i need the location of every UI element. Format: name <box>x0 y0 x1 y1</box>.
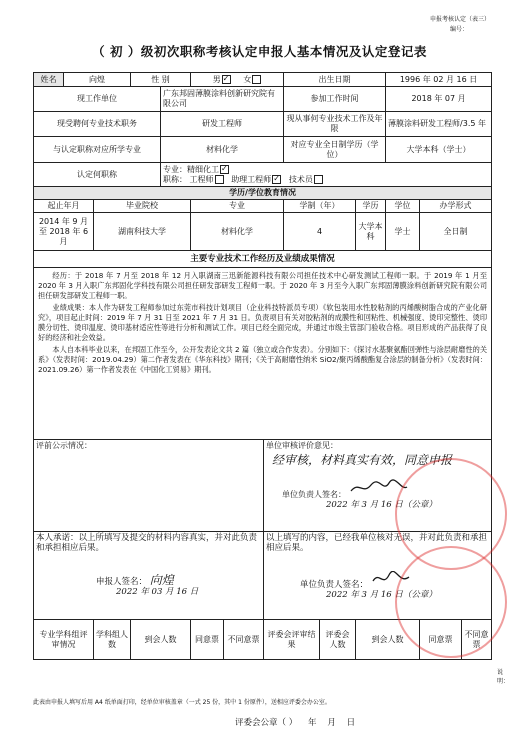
certify-label: 认定何职称 <box>34 163 161 187</box>
applicant-signature: 向煌 <box>149 573 174 587</box>
committee-cell: 不同意票 <box>224 620 264 660</box>
work-time-label: 参加工作时间 <box>284 87 386 112</box>
form-tag: 申报考核认定（表三） <box>430 16 491 23</box>
unit-opinion-handwriting: 经审核，材料真实有效，同意申报 <box>272 453 453 467</box>
unit-value: 广东邦固薄膜涂料创新研究院有限公司 <box>161 87 284 112</box>
current-major-label: 现从事何专业技术工作及年限 <box>284 112 386 137</box>
edu-header: 毕业院校 <box>94 200 191 213</box>
edu-label: 对应专业全日制学历（学位） <box>284 137 386 163</box>
applicant-commit-cell <box>34 532 264 620</box>
technician-label: 技术员 <box>288 174 313 184</box>
unit-commit-date: 2022 年 3 月 16 日（公章） <box>326 590 437 600</box>
unit-opinion-date: 2022 年 3 月 16 日（公章） <box>326 500 437 510</box>
unit-opinion-label: 单位审核评价意见： <box>266 441 339 450</box>
committee-cell: 专业学科组评审情况 <box>34 620 94 660</box>
edu-header: 专业 <box>191 200 284 213</box>
edu-cell: 4 <box>284 213 356 251</box>
edu-value: 大学本科（学士） <box>386 137 492 163</box>
committee-cell: 到会人数 <box>356 620 420 660</box>
engineer-checkbox[interactable] <box>215 175 224 184</box>
female-label: 女 <box>243 74 252 84</box>
gender-label: 性 别 <box>131 73 191 87</box>
birth-label: 出生日期 <box>284 73 386 87</box>
unit-sign-label: 单位负责人签名： <box>300 580 369 590</box>
edu-cell: 学士 <box>386 213 420 251</box>
committee-cell: 评委会评审结果 <box>264 620 320 660</box>
papers-paragraph: 本人自本科毕业以来，在邦固工作至今，公开发表论文共 2 篇（独立或合作发表）。分别如下：《探讨水基聚氨酯回弹性与涂层耐磨性的关系》（发表时间：2019.04.29）第二作者发表在《华东科技》期刊；《关于高耐磨性纳米 SiO2/聚丙烯酸酯复合涂层的制备分析》（发表时间：2021.09.26）第一作者发表在《中国化工贸易》期刊。 <box>38 345 488 374</box>
edu-header: 学制（年） <box>284 200 356 213</box>
committee-cell: 同意票 <box>420 620 462 660</box>
public-notice-cell <box>34 440 264 532</box>
education-section-title: 学历/学位教育情况 <box>34 187 492 200</box>
committee-seal-line: 评委会公章（ ） 年 月 日 <box>235 718 356 728</box>
matching-major-label: 与认定职称对应所学专业 <box>34 137 161 163</box>
page-title: （ 初 ）级初次职称考核认定申报人基本情况及认定登记表 <box>92 44 427 59</box>
education-header-row <box>34 200 492 213</box>
male-label: 男 <box>212 74 221 84</box>
engineer-label: 工程师 <box>189 174 214 184</box>
unit-head-sign-label: 单位负责人签名： <box>282 490 347 499</box>
unit-seal-2 <box>395 546 507 658</box>
serial-label: 编号： <box>450 26 469 33</box>
major-line: 专业：精细化工 <box>163 164 219 174</box>
male-checkbox[interactable] <box>222 75 231 84</box>
edu-header: 办学形式 <box>420 200 492 213</box>
performance-section-title: 主要专业技术工作经历及业绩成果情况 <box>34 251 492 268</box>
edu-cell: 湖南科技大学 <box>94 213 191 251</box>
applicant-sign-label: 申报人签名： <box>96 577 148 587</box>
technician-checkbox[interactable] <box>314 175 323 184</box>
edu-cell: 全日制 <box>420 213 492 251</box>
assistant-label: 助理工程师 <box>231 174 272 184</box>
birth-value: 1996 年 02 月 16 日 <box>386 73 492 87</box>
position-value: 研发工程师 <box>161 112 284 137</box>
committee-cell: 不同意票 <box>462 620 492 660</box>
side-note: 说明： <box>497 669 510 685</box>
unit-label: 现工作单位 <box>34 87 161 112</box>
work-time-value: 2018 年 07 月 <box>386 87 492 112</box>
edu-header: 学历 <box>356 200 386 213</box>
major-checkbox[interactable] <box>220 165 229 174</box>
edu-header: 学位 <box>386 200 420 213</box>
committee-cell: 到会人数 <box>131 620 191 660</box>
matching-major-value: 材料化学 <box>161 137 284 163</box>
public-notice-label: 评前公示情况： <box>36 441 92 450</box>
certify-options <box>161 163 492 187</box>
experience-paragraph: 经历：于 2018 年 7 月至 2018 年 12 月入职湖南三迅新能源科技有限公司担任技术中心研发测试工程师一职。于 2019 年 1 月至 2020 年 3 月入职广东邦固化学科技有限公司担任研发部研发工程师一职。于 2020 年 3 月至今入职广东邦固薄膜涂料创新研究院有限公司担任研发部研发工程师一职。 <box>38 271 488 300</box>
unit-commit-text: 以上填写的内容，已经我单位核对无误，并对此负责和承担相应后果。 <box>266 533 488 553</box>
edu-header: 起止年月 <box>34 200 94 213</box>
edu-cell: 大学本科 <box>356 213 386 251</box>
table-row <box>34 213 492 251</box>
gender-options <box>191 73 284 87</box>
title-prefix: 职称： <box>163 174 187 184</box>
applicant-commit-text: 本人承诺：以上所填写及提交的材料内容真实，并对此负责和承担相应后果。 <box>36 533 258 553</box>
applicant-date: 2022 年 03 月 16 日 <box>116 587 199 597</box>
achievement-paragraph: 业绩成果：本人作为研发工程师参加过东莞市科技计划项目（企业科技特派员专项）《软包装用水性胶粘剂的丙烯酸树脂合成的产业化研究》，项目起止时间：2019 年 7 月 31 日至 2021 年 7 月 31 日。负责项目有关对胶粘剂的成膜性和回粘性、机械强度、烫印完整性、烫印膜分切性、烫印温度、烫印基材适应性等进行分析和测试工作。项目已经全面完成，并通过市级主管部门验收合格。项目形成的产品获得了良好的经济和社会效益。 <box>38 303 488 342</box>
position-label: 现受聘何专业技术职务 <box>34 112 161 137</box>
performance-content <box>34 268 492 440</box>
current-major-value: 薄膜涂料研发工程师/3.5 年 <box>386 112 492 137</box>
committee-cell: 评委会人数 <box>320 620 356 660</box>
name-label: 姓名 <box>34 73 64 87</box>
committee-cell: 同意票 <box>191 620 224 660</box>
edu-cell: 材料化学 <box>191 213 284 251</box>
name-value: 向煌 <box>64 73 131 87</box>
edu-cell: 2014 年 9 月至 2018 年 6 月 <box>34 213 94 251</box>
female-checkbox[interactable] <box>252 75 261 84</box>
assistant-checkbox[interactable] <box>272 175 281 184</box>
footer-note: 此表由申报人填写后用 A4 纸单面打印，经单位审核盖章（一式 25 份，其中 1 份原件），送相应评委会办公室。 <box>33 699 331 706</box>
committee-cell: 学科组人数 <box>94 620 131 660</box>
